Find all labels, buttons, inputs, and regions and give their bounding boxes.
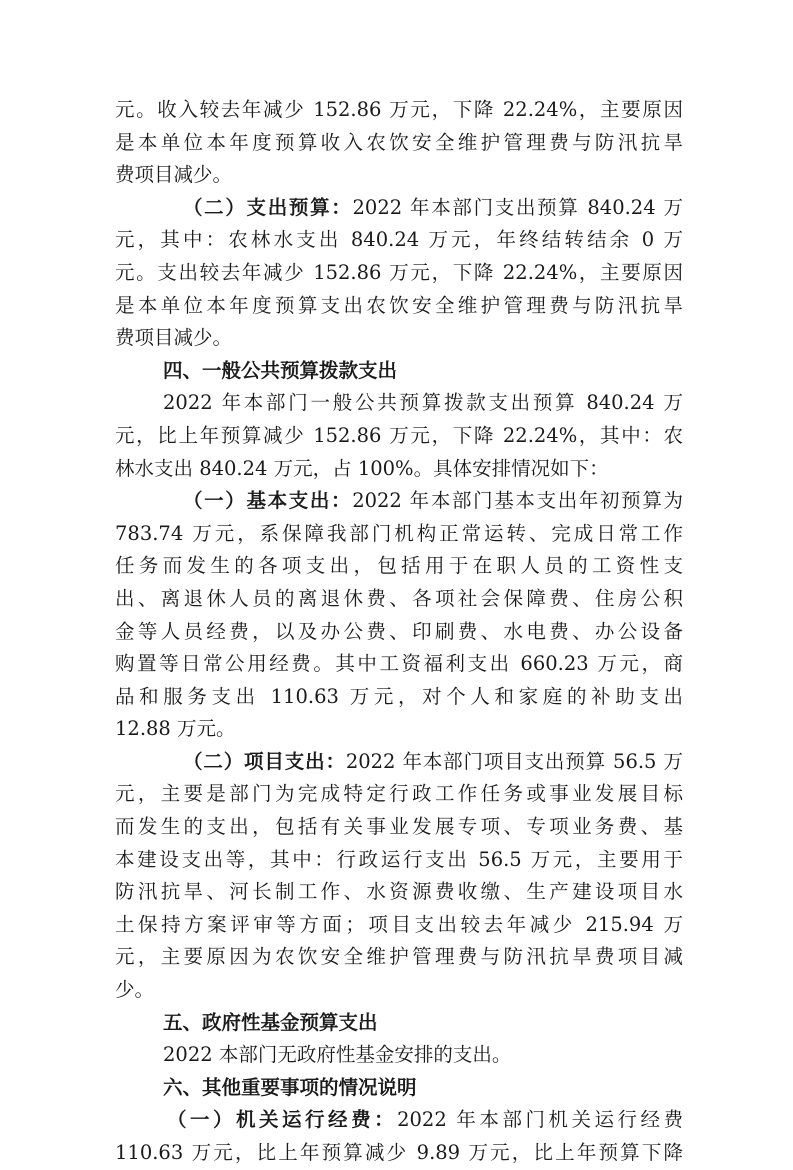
body-line: 元。收入较去年减少 152.86 万元，下降 22.24%，主要原因 — [115, 98, 683, 121]
body-line: 12.88 万元。 — [115, 717, 236, 741]
body-text: 2022 年本部门项目支出预算 56.5 万 — [345, 749, 683, 773]
body-line: 是本单位本年度预算收入农饮安全维护管理费与防汛抗旱 — [115, 130, 683, 154]
section-heading: 四、一般公共预算拨款支出 — [163, 358, 398, 382]
body-line: 购置等日常公用经费。其中工资福利支出 660.23 万元，商 — [115, 652, 683, 676]
subsection-project-expenditure — [115, 746, 683, 779]
body-line: 费项目减少。 — [115, 163, 233, 187]
document-page — [115, 94, 683, 1170]
body-line: 防汛抗旱、河长制工作、水资源费收缴、生产建设项目水 — [115, 880, 683, 904]
subsection-heading: （一）基本支出： — [183, 489, 353, 513]
body-line: 110.63 万元，比上年预算减少 9.89 万元，比上年预算下降 — [115, 1141, 683, 1164]
body-line: 品和服务支出 110.63 万元，对个人和家庭的补助支出 — [115, 684, 683, 708]
subsection-expenditure-budget — [115, 192, 683, 225]
body-line: 少。 — [115, 978, 155, 1002]
body-text: 2022 年本部门基本支出年初预算为 — [352, 489, 683, 513]
body-line: 元。支出较去年减少 152.86 万元，下降 22.24%，主要原因 — [115, 260, 683, 284]
body-line: 林水支出 840.24 万元，占 100%。具体安排情况如下： — [115, 456, 609, 480]
body-text: 2022 年本部门机关运行经费 — [397, 1108, 683, 1132]
subsection-heading: （一）机关运行经费： — [167, 1108, 398, 1132]
subsection-heading: （二）项目支出： — [183, 749, 346, 773]
subsection-office-operating-costs — [115, 1104, 683, 1137]
body-line: 783.74 万元，系保障我部门机构正常运转、完成日常工作 — [115, 521, 683, 545]
subsection-basic-expenditure — [115, 485, 683, 518]
body-line: 元，比上年预算减少 152.86 万元，下降 22.24%，其中：农 — [115, 423, 683, 447]
body-line: 土保持方案评审等方面；项目支出较去年减少 215.94 万 — [115, 912, 683, 936]
body-line: 任务而发生的各项支出，包括用于在职人员的工资性支 — [115, 554, 683, 578]
body-line: 元，主要原因为农饮安全维护管理费与防汛抗旱费项目减 — [115, 945, 683, 969]
body-line: 本建设支出等，其中：行政运行支出 56.5 万元，主要用于 — [115, 847, 683, 871]
body-line: 而发生的支出，包括有关事业发展专项、专项业务费、基 — [115, 815, 683, 839]
body-line: 2022 年本部门一般公共预算拨款支出预算 840.24 万 — [163, 391, 683, 415]
body-line: 元，主要是部门为完成特定行政工作任务或事业发展目标 — [115, 782, 683, 806]
body-line: 费项目减少。 — [115, 326, 233, 350]
body-text: 2022 年本部门支出预算 840.24 万 — [352, 195, 683, 219]
section-heading: 六、其他重要事项的情况说明 — [163, 1075, 417, 1099]
body-line: 元，其中：农林水支出 840.24 万元，年终结转结余 0 万 — [115, 228, 683, 252]
section-heading: 五、政府性基金预算支出 — [163, 1010, 378, 1034]
body-line: 出、离退休人员的离退休费、各项社会保障费、住房公积 — [115, 586, 683, 610]
body-line: 是本单位本年度预算支出农饮安全维护管理费与防汛抗旱 — [115, 293, 683, 317]
subsection-heading: （二）支出预算： — [183, 195, 353, 219]
body-line: 2022 本部门无政府性基金安排的支出。 — [163, 1043, 512, 1067]
body-line: 金等人员经费，以及办公费、印刷费、水电费、办公设备 — [115, 619, 683, 643]
